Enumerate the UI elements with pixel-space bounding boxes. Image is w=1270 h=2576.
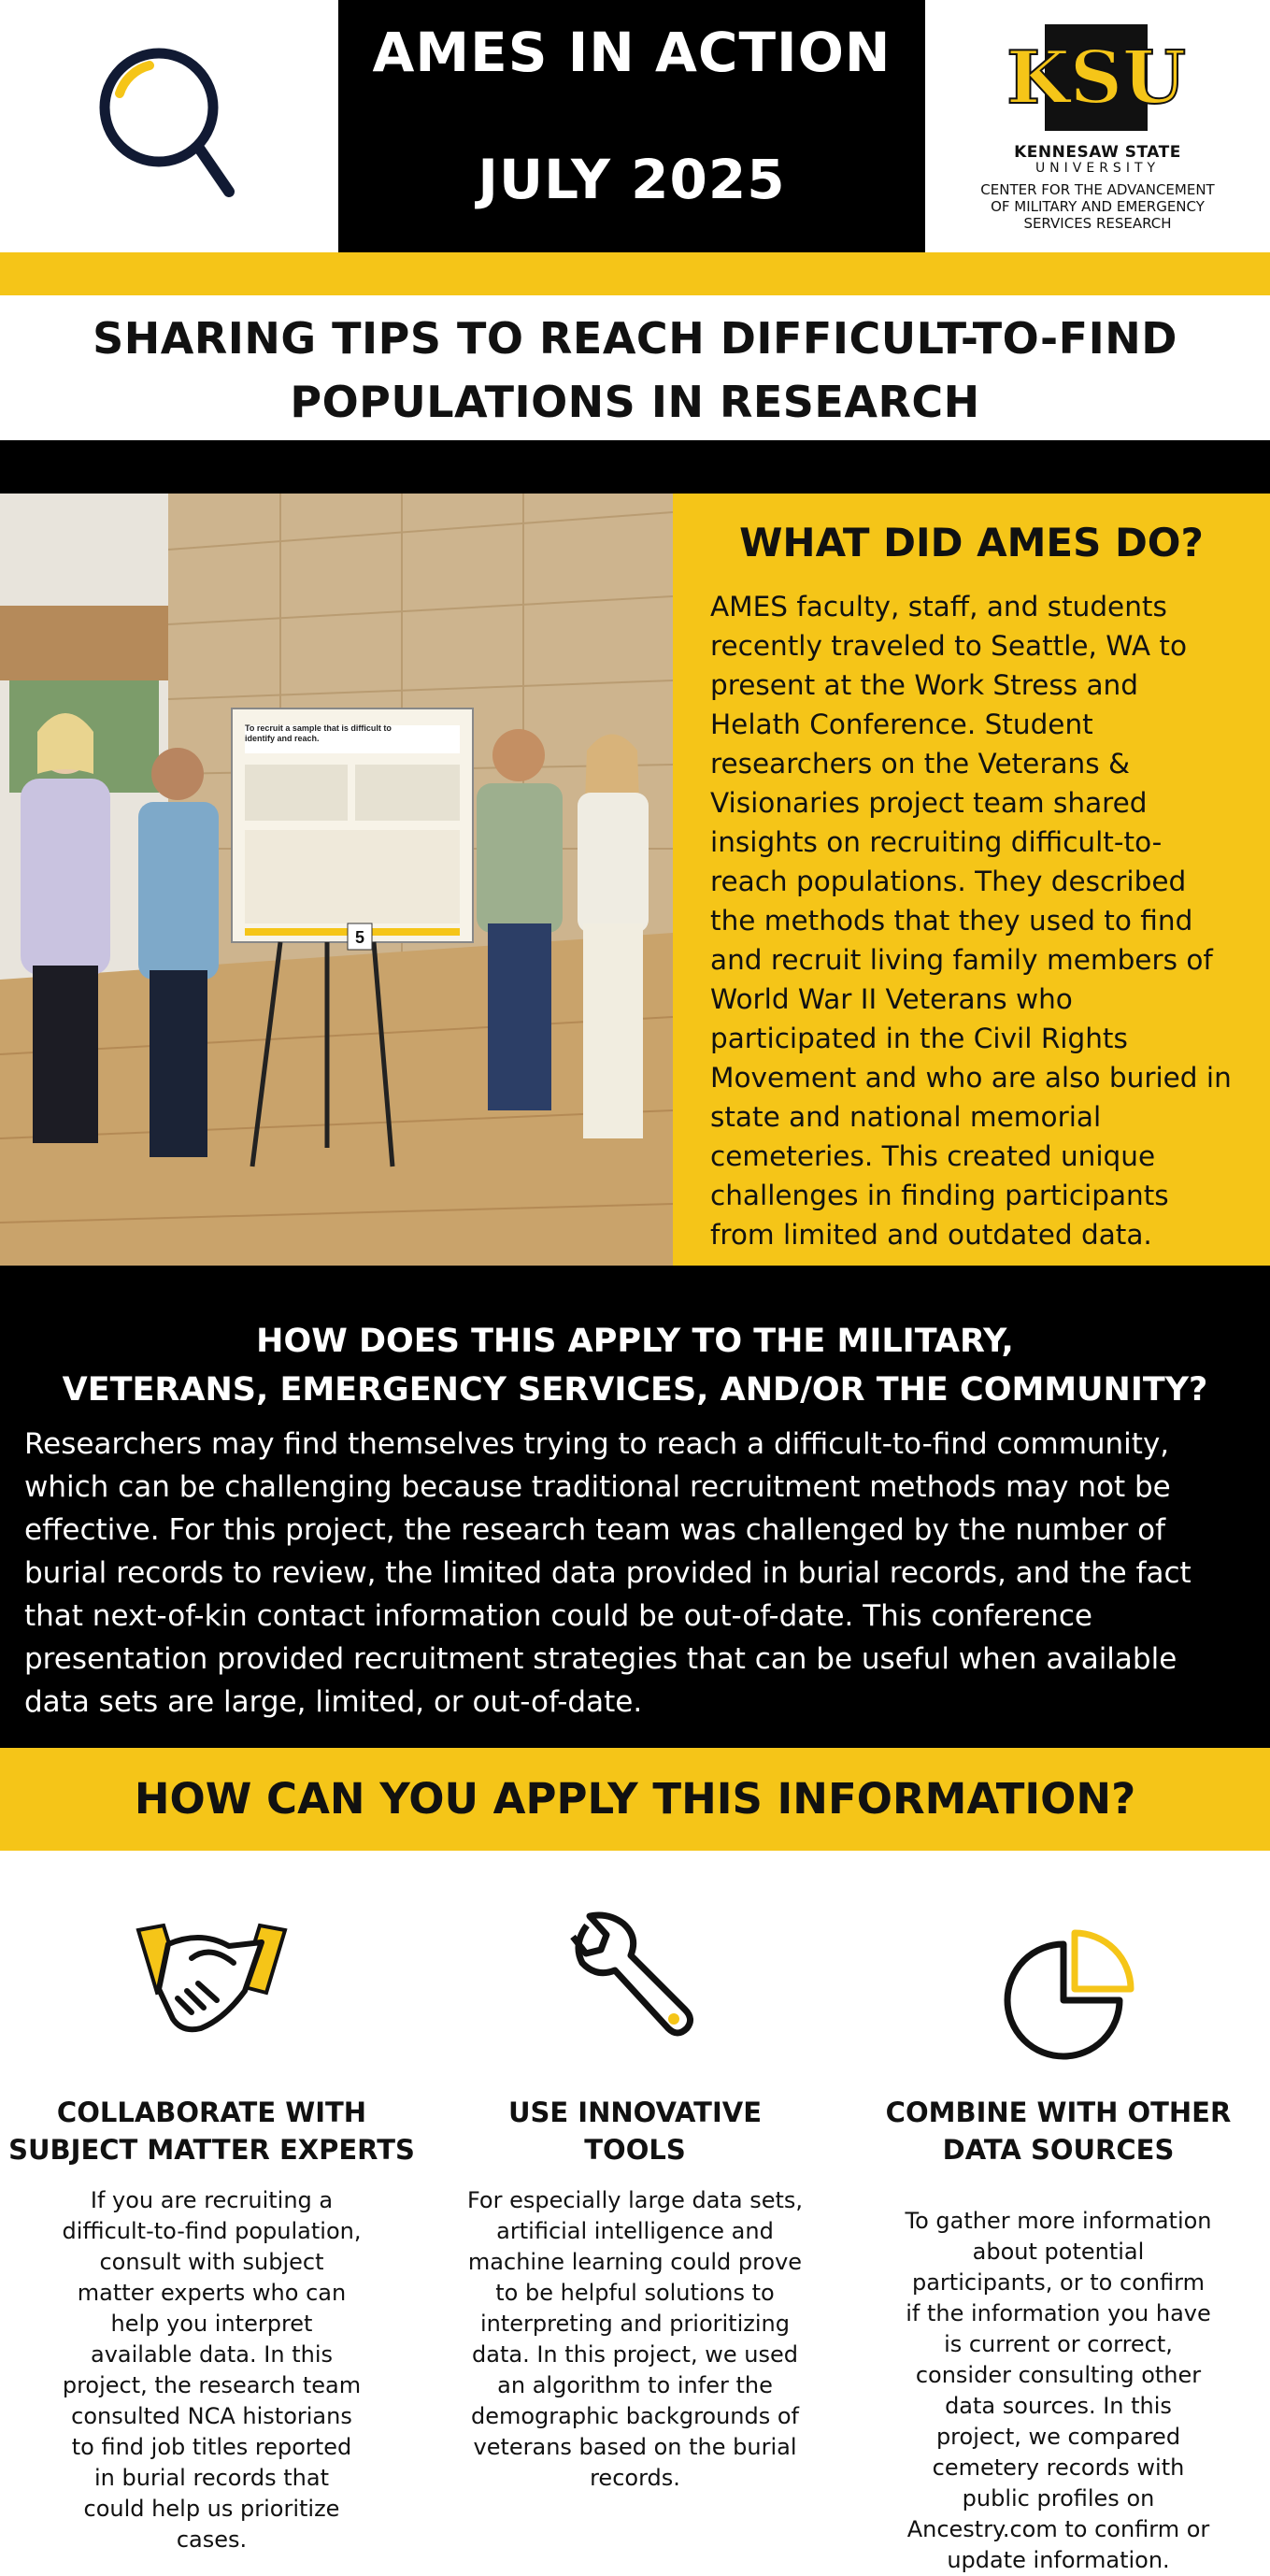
tip-combine-heading-line1: COMBINE WITH OTHER <box>885 2097 1232 2128</box>
what-ames-did-panel <box>673 494 1270 1266</box>
handshake-icon <box>0 1888 423 2075</box>
how-apply-section <box>0 1266 1270 1748</box>
header-left-panel <box>0 0 338 252</box>
poster-sign-text: To recruit a sample that is difficult to identify and reach. <box>245 723 392 743</box>
center-name-line3: SERVICES RESEARCH <box>1023 215 1172 232</box>
how-apply-heading <box>0 1317 1270 1414</box>
tip-tools-heading-line2: TOOLS <box>584 2134 686 2166</box>
what-ames-did-body: AMES faculty, staff, and students recently traveled to Seattle, WA to present at the Work Stress and Helath Conference. Student researchers on the Veterans & Visionaries project team shared insights on recruiting difficult-to-reach populations. They described the methods that they used to find and recruit living family members of World War II Veterans who participated in the Civil Rights Movement and who are also buried in state and national memorial cemeteries. This created unique challenges in finding participants from limited and outdated data. <box>710 591 1232 1251</box>
center-name-line1: CENTER FOR THE ADVANCEMENT <box>980 181 1215 198</box>
ksu-logo-icon <box>1006 17 1187 138</box>
tip-combine-heading <box>847 2094 1270 2168</box>
newsletter-date: JULY 2025 <box>478 148 786 211</box>
tip-collaborate-body: If you are recruiting a difficult-to-find population, consult with subject matter experts who can help you interpret available data. In this project, the research team consulted NCA historians to find job titles reported in burial records that could help us prioritize cases. <box>62 2187 362 2553</box>
magnifier-icon <box>0 0 338 252</box>
article-title-line1: SHARING TIPS TO REACH DIFFICULT-TO-FIND <box>93 313 1177 364</box>
wrench-icon <box>423 1888 847 2075</box>
how-apply-heading-line1: HOW DOES THIS APPLY TO THE MILITARY, <box>256 1323 1014 1360</box>
org-name: KENNESAW STATE <box>1014 143 1181 162</box>
how-apply-heading-line2: VETERANS, EMERGENCY SERVICES, AND/OR THE COMMUNITY? <box>62 1371 1208 1409</box>
tip-tools-body: For especially large data sets, artificial intelligence and machine learning could prove to be helpful solutions to interpreting and prioritizing data. In this project, we used an algorithm to infer the demographic backgrounds of veterans based on the burial records. <box>466 2187 804 2491</box>
tip-combine-heading-line2: DATA SOURCES <box>942 2134 1175 2166</box>
conference-photo <box>0 494 673 1266</box>
tip-collaborate-heading-line1: COLLABORATE WITH <box>56 2097 367 2128</box>
what-ames-did-heading: WHAT DID AMES DO? <box>739 520 1204 565</box>
tip-combine-body: To gather more information about potential participants, or to confirm if the information you have is current or correct, consider consulting other data sources. In this project, we compared cemetery records with public profiles on Ancestry.com to confirm or update information. <box>905 2208 1212 2573</box>
center-name-line2: OF MILITARY AND EMERGENCY <box>991 198 1205 215</box>
black-divider <box>0 440 1270 494</box>
tip-collaborate <box>0 1888 423 2555</box>
article-title-line2: POPULATIONS IN RESEARCH <box>290 377 980 427</box>
poster-number: 5 <box>354 928 365 947</box>
ksu-logo-block <box>925 0 1270 252</box>
tip-tools-heading <box>423 2094 847 2168</box>
how-can-you-heading: HOW CAN YOU APPLY THIS INFORMATION? <box>134 1774 1136 1824</box>
tip-tools <box>423 1888 847 2494</box>
org-sub: UNIVERSITY <box>1035 161 1161 176</box>
tip-tools-heading-line1: USE INNOVATIVE <box>507 2097 763 2128</box>
center-name <box>925 181 1270 232</box>
tip-collaborate-heading-line2: SUBJECT MATTER EXPERTS <box>8 2134 415 2166</box>
yellow-divider <box>0 252 1270 295</box>
header-title-block <box>338 0 925 252</box>
logo-letters: KSU <box>1006 36 1187 121</box>
photo-illustration <box>0 494 673 1266</box>
newsletter-title: AMES IN ACTION <box>372 21 892 84</box>
tip-combine <box>847 1888 1270 2576</box>
article-title <box>0 295 1270 440</box>
how-can-you-banner <box>0 1748 1270 1851</box>
tip-collaborate-heading <box>0 2094 423 2168</box>
how-apply-body: Researchers may find themselves trying to reach a difficult-to-find community, which can be challenging because traditional recruitment methods may not be effective. For this project, the research team was challenged by the number of burial records to review, the limited data provided in burial records, and the fact that next-of-kin contact information could be out-of-date. This conference presentation provided recruitment strategies that can be useful when available data sets are large, limited, or out-of-date. <box>24 1427 1192 1719</box>
pie-chart-icon <box>847 1888 1270 2075</box>
